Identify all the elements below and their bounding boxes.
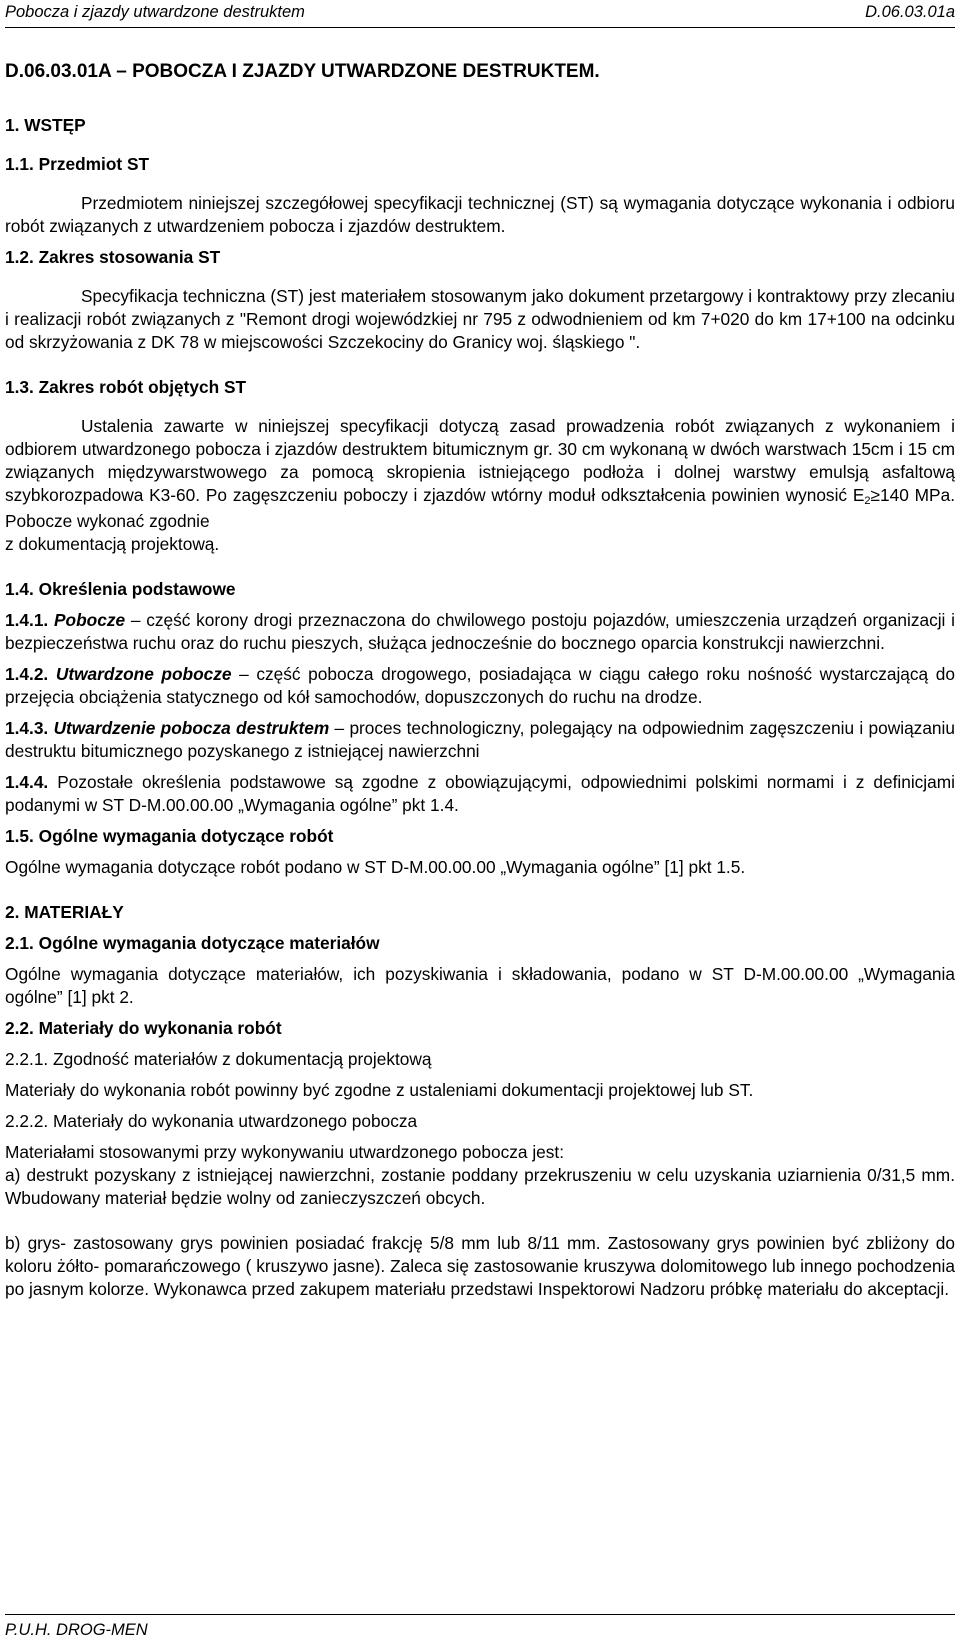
section-2-1-heading: 2.1. Ogólne wymagania dotyczące materiałów bbox=[5, 933, 380, 953]
header-document-title: Pobocza i zjazdy utwardzone destruktem bbox=[5, 3, 305, 21]
section-1-3-heading: 1.3. Zakres robót objętych ST bbox=[5, 377, 247, 397]
page-header bbox=[5, 0, 955, 28]
material-item-b: b) grys- zastosowany grys powinien posiadać frakcję 5/8 mm lub 8/11 mm. Zastosowany grys powinien być zbliżony do koloru żółto- pomarańczowego ( kruszywo jasne). Zaleca się zastosowanie kruszywa dolomitowego lub innego pochodzenia po jasnym kolorze. Wykonawca przed zakupem materiału przedstawi Inspektorowi Nadzoru próbkę materiału do akceptacji. bbox=[5, 1233, 955, 1299]
document-title: D.06.03.01A – POBOCZA I ZJAZDY UTWARDZONE DESTRUKTEM. bbox=[5, 61, 600, 82]
section-1-1-heading: 1.1. Przedmiot ST bbox=[5, 154, 150, 174]
document-body bbox=[5, 60, 955, 1301]
header-document-code: D.06.03.01a bbox=[865, 3, 955, 21]
section-1-3-text: Ustalenia zawarte w niniejszej specyfikacji dotyczą zasad prowadzenia robót związanych z wykonaniem i odbiorem utwardzonego pobocza i zjazdów destruktem bitumicznym gr. 30 cm wykonaną w dwóch warstwach 15cm i 15 cm związanych międzywarstwowego za pomocą skropienia istniejącego podłoża i dolnej warstwy emulsją asfaltową szybkorozpadowa K3-60. Po zagęszczeniu poboczy i zjazdów wtórny moduł odkształcenia powinien wynosić $E_2\ge 140$ MPa. Pobocze wykonać zgodnie bbox=[5, 416, 955, 531]
section-1-2-text: Specyfikacja techniczna (ST) jest materiałem stosowanym jako dokument przetargowy i kontraktowy przy zlecaniu i realizacji robót związanych z "Remont drogi wojewódzkiej nr 795 z odwodnieniem od km 7+020 do km 17+100 na odcinku od skrzyżowania z DK 78 w miejscowości Szczekociny do Granicy woj. śląskiego ". bbox=[5, 286, 955, 352]
section-1-1-text: Przedmiotem niniejszej szczegółowej specyfikacji technicznej (ST) są wymagania dotyczące wykonania i odbioru robót związanych z utwardzeniem pobocza i zjazdów destruktem. bbox=[5, 193, 955, 236]
section-2-2-2-intro: Materiałami stosowanymi przy wykonywaniu utwardzonego pobocza jest: bbox=[5, 1142, 565, 1162]
section-2-1-text: Ogólne wymagania dotyczące materiałów, ich pozyskiwania i składowania, podano w ST D-M.00.00.00 „Wymagania ogólne” [1] pkt 2. bbox=[5, 964, 955, 1007]
section-1-5-text: Ogólne wymagania dotyczące robót podano w ST D-M.00.00.00 „Wymagania ogólne” [1] pkt 1.5. bbox=[5, 857, 746, 877]
section-1-4-heading: 1.4. Określenia podstawowe bbox=[5, 579, 236, 599]
definition-1-4-2: 1.4.2. Utwardzone pobocze – część pobocza drogowego, posiadająca w ciągu całego roku nośność wystarczającą do przejęcia obciążenia statycznego od kół samochodów, dopuszczonych do ruchu na drodze. bbox=[5, 664, 955, 707]
definition-1-4-1: 1.4.1. Pobocze – część korony drogi przeznaczona do chwilowego postoju pojazdów, umieszczenia urządzeń organizacji i bezpieczeństwa ruchu oraz do ruchu pieszych, służąca jednocześnie do bocznego oparcia konstrukcji nawierzchni. bbox=[5, 610, 955, 653]
material-item-a: a) destrukt pozyskany z istniejącej nawierzchni, zostanie poddany przekruszeniu w celu uzyskania uziarnienia 0/31,5 mm. Wbudowany materiał będzie wolny od zanieczyszczeń obcych. bbox=[5, 1165, 955, 1208]
section-1-5-heading: 1.5. Ogólne wymagania dotyczące robót bbox=[5, 826, 334, 846]
section-1-3-text-end: z dokumentacją projektową. bbox=[5, 534, 220, 554]
footer-company: P.U.H. DROG-MEN bbox=[5, 1621, 148, 1639]
section-2-2-1-text: Materiały do wykonania robót powinny być zgodne z ustaleniami dokumentacji projektowej lub ST. bbox=[5, 1080, 754, 1100]
page-footer bbox=[5, 1614, 955, 1640]
definition-1-4-4: 1.4.4. Pozostałe określenia podstawowe są zgodne z obowiązującymi, odpowiednimi polskimi normami i z definicjami podanymi w ST D-M.00.00.00 „Wymagania ogólne” pkt 1.4. bbox=[5, 772, 955, 815]
section-1-2-heading: 1.2. Zakres stosowania ST bbox=[5, 247, 221, 267]
section-2-2-heading: 2.2. Materiały do wykonania robót bbox=[5, 1018, 282, 1038]
section-2-2-2-heading: 2.2.2. Materiały do wykonania utwardzonego pobocza bbox=[5, 1111, 418, 1131]
definition-1-4-3: 1.4.3. Utwardzenie pobocza destruktem – proces technologiczny, polegający na odpowiednim zagęszczeniu i powiązaniu destruktu bitumicznego pozyskanego z istniejącej nawierzchni bbox=[5, 718, 955, 761]
section-2-heading: 2. MATERIAŁY bbox=[5, 902, 124, 922]
section-1-heading: 1. WSTĘP bbox=[5, 115, 86, 135]
section-2-2-1-heading: 2.2.1. Zgodność materiałów z dokumentacją projektową bbox=[5, 1049, 432, 1069]
